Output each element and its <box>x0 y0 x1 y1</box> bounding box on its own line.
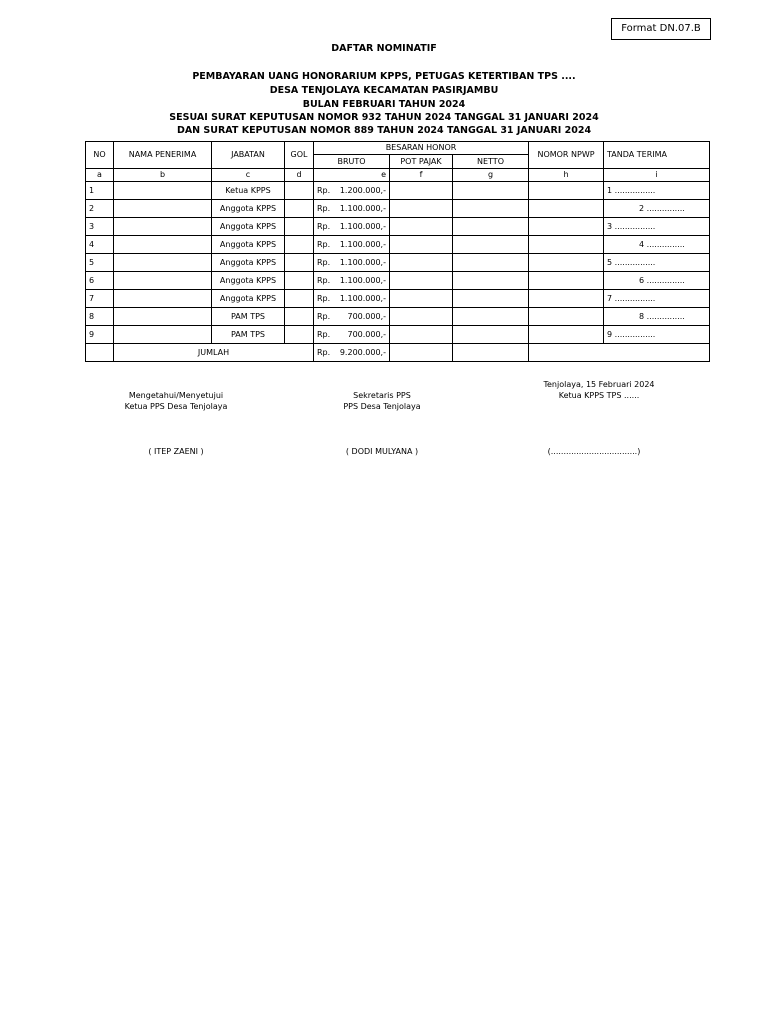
row-gol <box>285 290 314 308</box>
table-row <box>86 290 710 308</box>
rp-label: Rp. <box>317 203 331 213</box>
rp-label: Rp. <box>317 329 331 339</box>
row-netto <box>453 290 529 308</box>
row-gol <box>285 218 314 236</box>
total-pot-pajak <box>390 344 453 362</box>
table-row <box>86 200 710 218</box>
row-netto <box>453 254 529 272</box>
row-no: 6 <box>86 272 114 290</box>
row-pot-pajak <box>390 272 453 290</box>
signature-left <box>96 390 256 412</box>
row-npwp <box>529 218 604 236</box>
row-bruto <box>314 236 390 254</box>
row-jabatan: Anggota KPPS <box>212 236 285 254</box>
column-letter: d <box>285 169 314 182</box>
total-row <box>86 344 710 362</box>
bruto-value: 1.100.000,- <box>339 203 386 213</box>
row-pot-pajak <box>390 200 453 218</box>
bruto-value: 700.000,- <box>347 311 386 321</box>
table-row <box>86 218 710 236</box>
rp-label: Rp. <box>317 257 331 267</box>
row-jabatan: Anggota KPPS <box>212 200 285 218</box>
row-npwp <box>529 272 604 290</box>
header-besaran-honor: BESARAN HONOR <box>314 142 529 155</box>
table-row <box>86 272 710 290</box>
row-netto <box>453 236 529 254</box>
total-blank <box>529 344 710 362</box>
row-gol <box>285 308 314 326</box>
total-value: 9.200.000,- <box>339 347 386 357</box>
row-gol <box>285 200 314 218</box>
row-nama <box>114 182 212 200</box>
row-netto <box>453 308 529 326</box>
nominative-table <box>85 141 710 362</box>
row-gol <box>285 254 314 272</box>
row-bruto <box>314 200 390 218</box>
row-bruto <box>314 290 390 308</box>
total-bruto <box>314 344 390 362</box>
column-letter: c <box>212 169 285 182</box>
row-npwp <box>529 308 604 326</box>
row-npwp <box>529 236 604 254</box>
row-tanda-terima: 7 ................ <box>604 290 710 308</box>
subtitle-line-4: SESUAI SURAT KEPUTUSAN NOMOR 932 TAHUN 2024 TANGGAL 31 JANUARI 2024 <box>169 112 599 123</box>
row-nama <box>114 218 212 236</box>
header-bruto: BRUTO <box>314 155 390 169</box>
column-letter-row <box>86 169 710 182</box>
row-bruto <box>314 272 390 290</box>
table-row <box>86 326 710 344</box>
row-bruto <box>314 326 390 344</box>
signature-right-line2: Ketua KPPS TPS ...... <box>558 391 640 400</box>
header-pot-pajak: POT PAJAK <box>390 155 453 169</box>
subtitle-line-3: BULAN FEBRUARI TAHUN 2024 <box>302 99 466 110</box>
row-tanda-terima: 6 ............... <box>604 272 710 290</box>
bruto-value: 1.100.000,- <box>339 275 386 285</box>
row-gol <box>285 182 314 200</box>
bruto-value: 1.100.000,- <box>339 257 386 267</box>
column-letter: i <box>604 169 710 182</box>
row-no: 8 <box>86 308 114 326</box>
row-pot-pajak <box>390 290 453 308</box>
signature-left-line2: Ketua PPS Desa Tenjolaya <box>124 402 228 411</box>
bruto-value: 1.200.000,- <box>339 185 386 195</box>
subtitle-line-1: PEMBAYARAN UANG HONORARIUM KPPS, PETUGAS KETERTIBAN TPS .... <box>192 71 576 82</box>
row-bruto <box>314 182 390 200</box>
row-pot-pajak <box>390 308 453 326</box>
subtitle-line-5: DAN SURAT KEPUTUSAN NOMOR 889 TAHUN 2024 TANGGAL 31 JANUARI 2024 <box>176 125 592 136</box>
row-tanda-terima: 2 ............... <box>604 200 710 218</box>
row-tanda-terima: 5 ................ <box>604 254 710 272</box>
subtitle-line-2: DESA TENJOLAYA KECAMATAN PASIRJAMBU <box>269 85 499 96</box>
row-npwp <box>529 254 604 272</box>
row-bruto <box>314 254 390 272</box>
rp-label: Rp. <box>317 275 331 285</box>
row-pot-pajak <box>390 236 453 254</box>
signature-middle <box>302 390 462 412</box>
row-jabatan: PAM TPS <box>212 326 285 344</box>
column-letter: a <box>86 169 114 182</box>
row-jabatan: Anggota KPPS <box>212 272 285 290</box>
header-jabatan: JABATAN <box>212 142 285 169</box>
row-no: 2 <box>86 200 114 218</box>
row-tanda-terima: 8 ............... <box>604 308 710 326</box>
row-no: 9 <box>86 326 114 344</box>
row-tanda-terima: 4 ............... <box>604 236 710 254</box>
rp-label: Rp. <box>317 311 331 321</box>
rp-label: Rp. <box>317 239 331 249</box>
signature-left-line1: Mengetahui/Menyetujui <box>128 391 224 400</box>
header-npwp: NOMOR NPWP <box>529 142 604 169</box>
row-tanda-terima: 1 ................ <box>604 182 710 200</box>
row-nama <box>114 254 212 272</box>
row-netto <box>453 326 529 344</box>
row-jabatan: Anggota KPPS <box>212 290 285 308</box>
column-letter: e <box>314 169 390 182</box>
header-gol: GOL <box>285 142 314 169</box>
row-gol <box>285 326 314 344</box>
row-nama <box>114 236 212 254</box>
total-label: JUMLAH <box>114 344 314 362</box>
row-jabatan: Anggota KPPS <box>212 218 285 236</box>
row-jabatan: Ketua KPPS <box>212 182 285 200</box>
row-nama <box>114 326 212 344</box>
row-no: 5 <box>86 254 114 272</box>
bruto-value: 1.100.000,- <box>339 239 386 249</box>
total-no-cell <box>86 344 114 362</box>
column-letter: f <box>390 169 453 182</box>
bruto-value: 1.100.000,- <box>339 293 386 303</box>
table-row <box>86 254 710 272</box>
row-no: 4 <box>86 236 114 254</box>
row-bruto <box>314 308 390 326</box>
row-npwp <box>529 326 604 344</box>
row-pot-pajak <box>390 182 453 200</box>
row-bruto <box>314 218 390 236</box>
rp-label: Rp. <box>317 185 331 195</box>
row-jabatan: PAM TPS <box>212 308 285 326</box>
row-nama <box>114 308 212 326</box>
row-no: 1 <box>86 182 114 200</box>
row-pot-pajak <box>390 326 453 344</box>
signature-middle-line1: Sekretaris PPS <box>353 391 411 400</box>
total-netto <box>453 344 529 362</box>
table-row <box>86 308 710 326</box>
format-label: Format DN.07.B <box>611 18 711 40</box>
row-nama <box>114 272 212 290</box>
rp-label: Rp. <box>317 293 331 303</box>
document-title: DAFTAR NOMINATIF <box>331 43 437 54</box>
row-npwp <box>529 182 604 200</box>
bruto-value: 1.100.000,- <box>339 221 386 231</box>
rp-label: Rp. <box>317 221 331 231</box>
row-no: 7 <box>86 290 114 308</box>
row-gol <box>285 272 314 290</box>
row-tanda-terima: 3 ................ <box>604 218 710 236</box>
signature-middle-line2: PPS Desa Tenjolaya <box>343 402 421 411</box>
table-row <box>86 236 710 254</box>
row-jabatan: Anggota KPPS <box>212 254 285 272</box>
signature-right-name: (..................................) <box>547 447 641 456</box>
row-no: 3 <box>86 218 114 236</box>
row-netto <box>453 218 529 236</box>
row-pot-pajak <box>390 218 453 236</box>
row-nama <box>114 200 212 218</box>
row-netto <box>453 200 529 218</box>
row-gol <box>285 236 314 254</box>
signature-left-name: ( ITEP ZAENI ) <box>148 447 204 456</box>
header-netto: NETTO <box>453 155 529 169</box>
column-letter: h <box>529 169 604 182</box>
row-tanda-terima: 9 ................ <box>604 326 710 344</box>
signature-right-line1: Tenjolaya, 15 Februari 2024 <box>543 380 655 389</box>
row-netto <box>453 272 529 290</box>
row-netto <box>453 182 529 200</box>
bruto-value: 700.000,- <box>347 329 386 339</box>
column-letter: g <box>453 169 529 182</box>
row-npwp <box>529 200 604 218</box>
rp-label: Rp. <box>317 347 331 357</box>
column-letter: b <box>114 169 212 182</box>
row-npwp <box>529 290 604 308</box>
row-nama <box>114 290 212 308</box>
header-nama: NAMA PENERIMA <box>114 142 212 169</box>
signature-right <box>509 379 689 401</box>
header-tanda-terima: TANDA TERIMA <box>604 142 710 169</box>
row-pot-pajak <box>390 254 453 272</box>
table-row <box>86 182 710 200</box>
header-no: NO <box>86 142 114 169</box>
signature-middle-name: ( DODI MULYANA ) <box>345 447 419 456</box>
